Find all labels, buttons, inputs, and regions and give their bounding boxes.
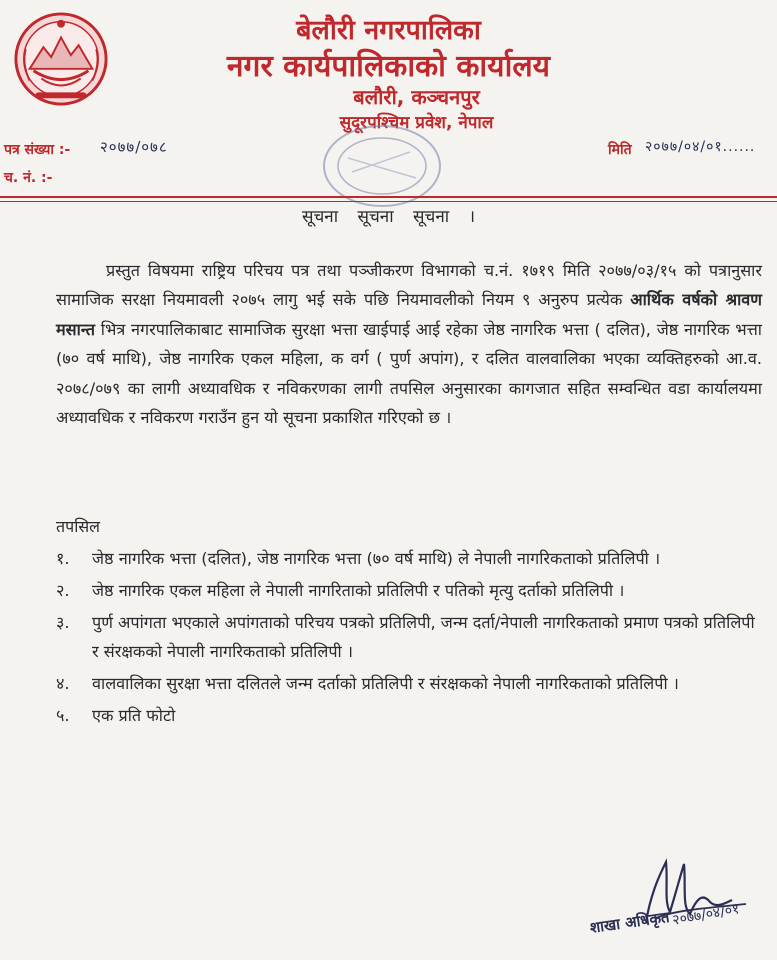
paragraph-text-1: प्रस्तुत विषयमा राष्ट्रिय परिचय पत्र तथा पञ्जीकरण विभागको च.नं. १७१९ मिति २०७७/०३/१५ को पत्रानुसार सामाजिक सरक्षा नियमावली २०७५ लागु भई सके पछि नियमावलीको नियम ९ अनुरुप प्रत्येक: [56, 261, 762, 310]
list-item: [56, 608, 756, 666]
item-number: १.: [56, 549, 70, 568]
item-number: ४.: [56, 674, 70, 693]
item-text: पुर्ण अपांगता भएकाले अपांगताको परिचय पत्रको प्रतिलिपी, जन्म दर्ता/नेपाली नागरिकताको प्रमाण पत्रको प्रतिलिपी र संरक्षकको नेपाली नागरिकताको प्रतिलिपी ।: [92, 613, 755, 661]
details-heading: तपसिल: [56, 517, 101, 536]
item-text: एक प्रति फोटो: [92, 706, 176, 725]
item-text: वालवालिका सुरक्षा भत्ता दलितले जन्म दर्ताको प्रतिलिपी र संरक्षकको नेपाली नागरिकताको प्रतिलिपी ।: [92, 674, 679, 693]
header-divider-thin: [0, 201, 777, 202]
list-item: [56, 669, 756, 698]
requirements-list: [56, 544, 756, 733]
notice-title: सूचना सूचना सूचना ।: [301, 207, 476, 227]
office-stamp-icon: [318, 118, 446, 214]
paragraph-bold-text: आर्थिक वर्षको श्रावण मसान्त: [56, 290, 762, 339]
address-line: बलौरी, कञ्चनपुर: [353, 85, 480, 109]
notice-paragraph: [56, 256, 762, 432]
province-line: सुदूरपश्चिम प्रवेश, नेपाल: [339, 113, 494, 133]
paragraph-text-2: भित्र नगरपालिकाबाट सामाजिक सुरक्षा भत्ता खाईपाई आई रहेका जेष्ठ नागरिक भत्ता ( दलित), जेष्ठ नागरिक भत्ता (७० वर्ष माथि), जेष्ठ नागरिक एकल महिला, क वर्ग ( पुर्ण अपांग), र दलित वालवालिका भएका व्यक्तिहरुको आ.व. २०७८/०७९ का लागी अध्यावधिक र नविकरणका लागी तपसिल अनुसारका कागजात सहित सम्वन्धित वडा कार्यालयमा अध्यावधिक र नविकरण गराउँन हुन यो सूचना प्रकाशित गरिएको छ ।: [56, 319, 762, 428]
header-divider: [0, 196, 777, 198]
signature-date: २०७७/०४/०१: [671, 901, 741, 929]
org-name: बेलौरी नगरपालिका: [296, 15, 481, 46]
date-label: मिति: [608, 142, 632, 158]
list-item: [56, 701, 756, 730]
office-name: नगर कार्यपालिकाको कार्यालय: [226, 49, 551, 84]
item-number: ५.: [56, 706, 70, 725]
item-text: जेष्ठ नागरिक भत्ता (दलित), जेष्ठ नागरिक भत्ता (७० वर्ष माथि) ले नेपाली नागरिकताको प्रतिलिपी ।: [92, 549, 661, 568]
signatory-title: शाखा अधिकृत: [588, 907, 671, 937]
ref-number-value: २०७७/०७८: [100, 138, 168, 156]
item-number: २.: [56, 581, 70, 600]
list-item: [56, 576, 756, 605]
item-number: ३.: [56, 613, 70, 632]
list-item: [56, 544, 756, 573]
signature-icon: [606, 852, 766, 952]
item-text: जेष्ठ नागरिक एकल महिला ले नेपाली नागरिताको प्रतिलिपी र पतिको मृत्यु दर्ताको प्रतिलिपी ।: [92, 581, 625, 600]
date-value: २०७७/०४/०१......: [645, 139, 756, 155]
ref-number-label: पत्र संख्या :-: [4, 142, 71, 158]
dispatch-number-label: च. नं. :-: [4, 170, 53, 186]
